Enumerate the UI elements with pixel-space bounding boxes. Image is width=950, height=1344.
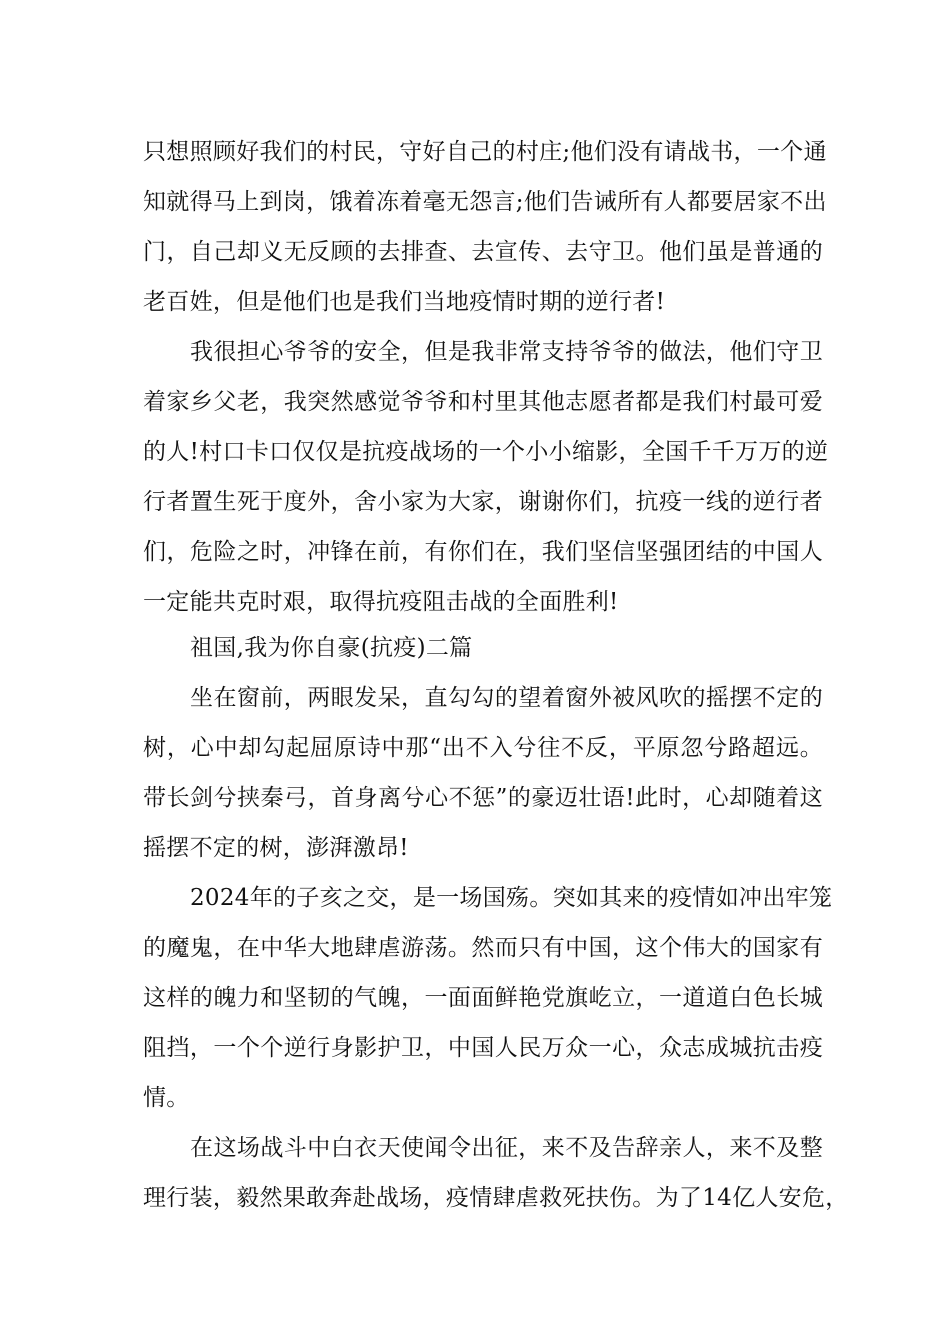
text-line: 的人!村口卡口仅仅是抗疫战场的一个小小缩影，全国千千万万的逆: [143, 439, 829, 465]
section-title: 祖国,我为你自豪(抗疫)二篇: [190, 635, 473, 661]
text-line: 们，危险之时，冲锋在前，有你们在，我们坚信坚强团结的中国人: [143, 539, 823, 565]
text-line: 着家乡父老，我突然感觉爷爷和村里其他志愿者都是我们村最可爱: [143, 389, 823, 415]
text-line: 阻挡，一个个逆行身影护卫，中国人民万众一心，众志成城抗击疫: [143, 1035, 823, 1061]
text-line: 在这场战斗中白衣天使闻令出征，来不及告辞亲人，来不及整: [190, 1135, 823, 1161]
text-line: 树，心中却勾起屈原诗中那“出不入兮往不反，平原忽兮路超远。: [143, 735, 823, 761]
text-line: 的魔鬼，在中华大地肆虐游荡。然而只有中国，这个伟大的国家有: [143, 935, 823, 961]
text-line: 知就得马上到岗，饿着冻着毫无怨言;他们告诫所有人都要居家不出: [143, 189, 827, 215]
text-line: 行者置生死于度外，舍小家为大家，谢谢你们，抗疫一线的逆行者: [143, 489, 823, 515]
text-line: 老百姓，但是他们也是我们当地疫情时期的逆行者!: [143, 289, 666, 315]
text-line: 只想照顾好我们的村民，守好自己的村庄;他们没有请战书，一个通: [143, 139, 827, 165]
text-line: 这样的魄力和坚韧的气魄，一面面鲜艳党旗屹立，一道道白色长城: [143, 985, 823, 1011]
text-line: 摇摆不定的树，澎湃激昂!: [143, 835, 409, 861]
text-line: 理行装，毅然果敢奔赴战场，疫情肆虐救死扶伤。为了14亿人安危，: [143, 1185, 849, 1211]
text-line: 带长剑兮挟秦弓，首身离兮心不惩”的豪迈壮语!此时，心却随着这: [143, 785, 823, 811]
text-line: 门，自己却义无反顾的去排查、去宣传、去守卫。他们虽是普通的: [143, 239, 823, 265]
text-line: 我很担心爷爷的安全，但是我非常支持爷爷的做法，他们守卫: [190, 339, 823, 365]
text-line: 2024年的子亥之交，是一场国殇。突如其来的疫情如冲出牢笼: [190, 885, 833, 911]
text-line: 坐在窗前，两眼发呆，直勾勾的望着窗外被风吹的摇摆不定的: [190, 685, 823, 711]
text-line: 一定能共克时艰，取得抗疫阻击战的全面胜利!: [143, 589, 619, 615]
text-line: 情。: [143, 1085, 190, 1111]
